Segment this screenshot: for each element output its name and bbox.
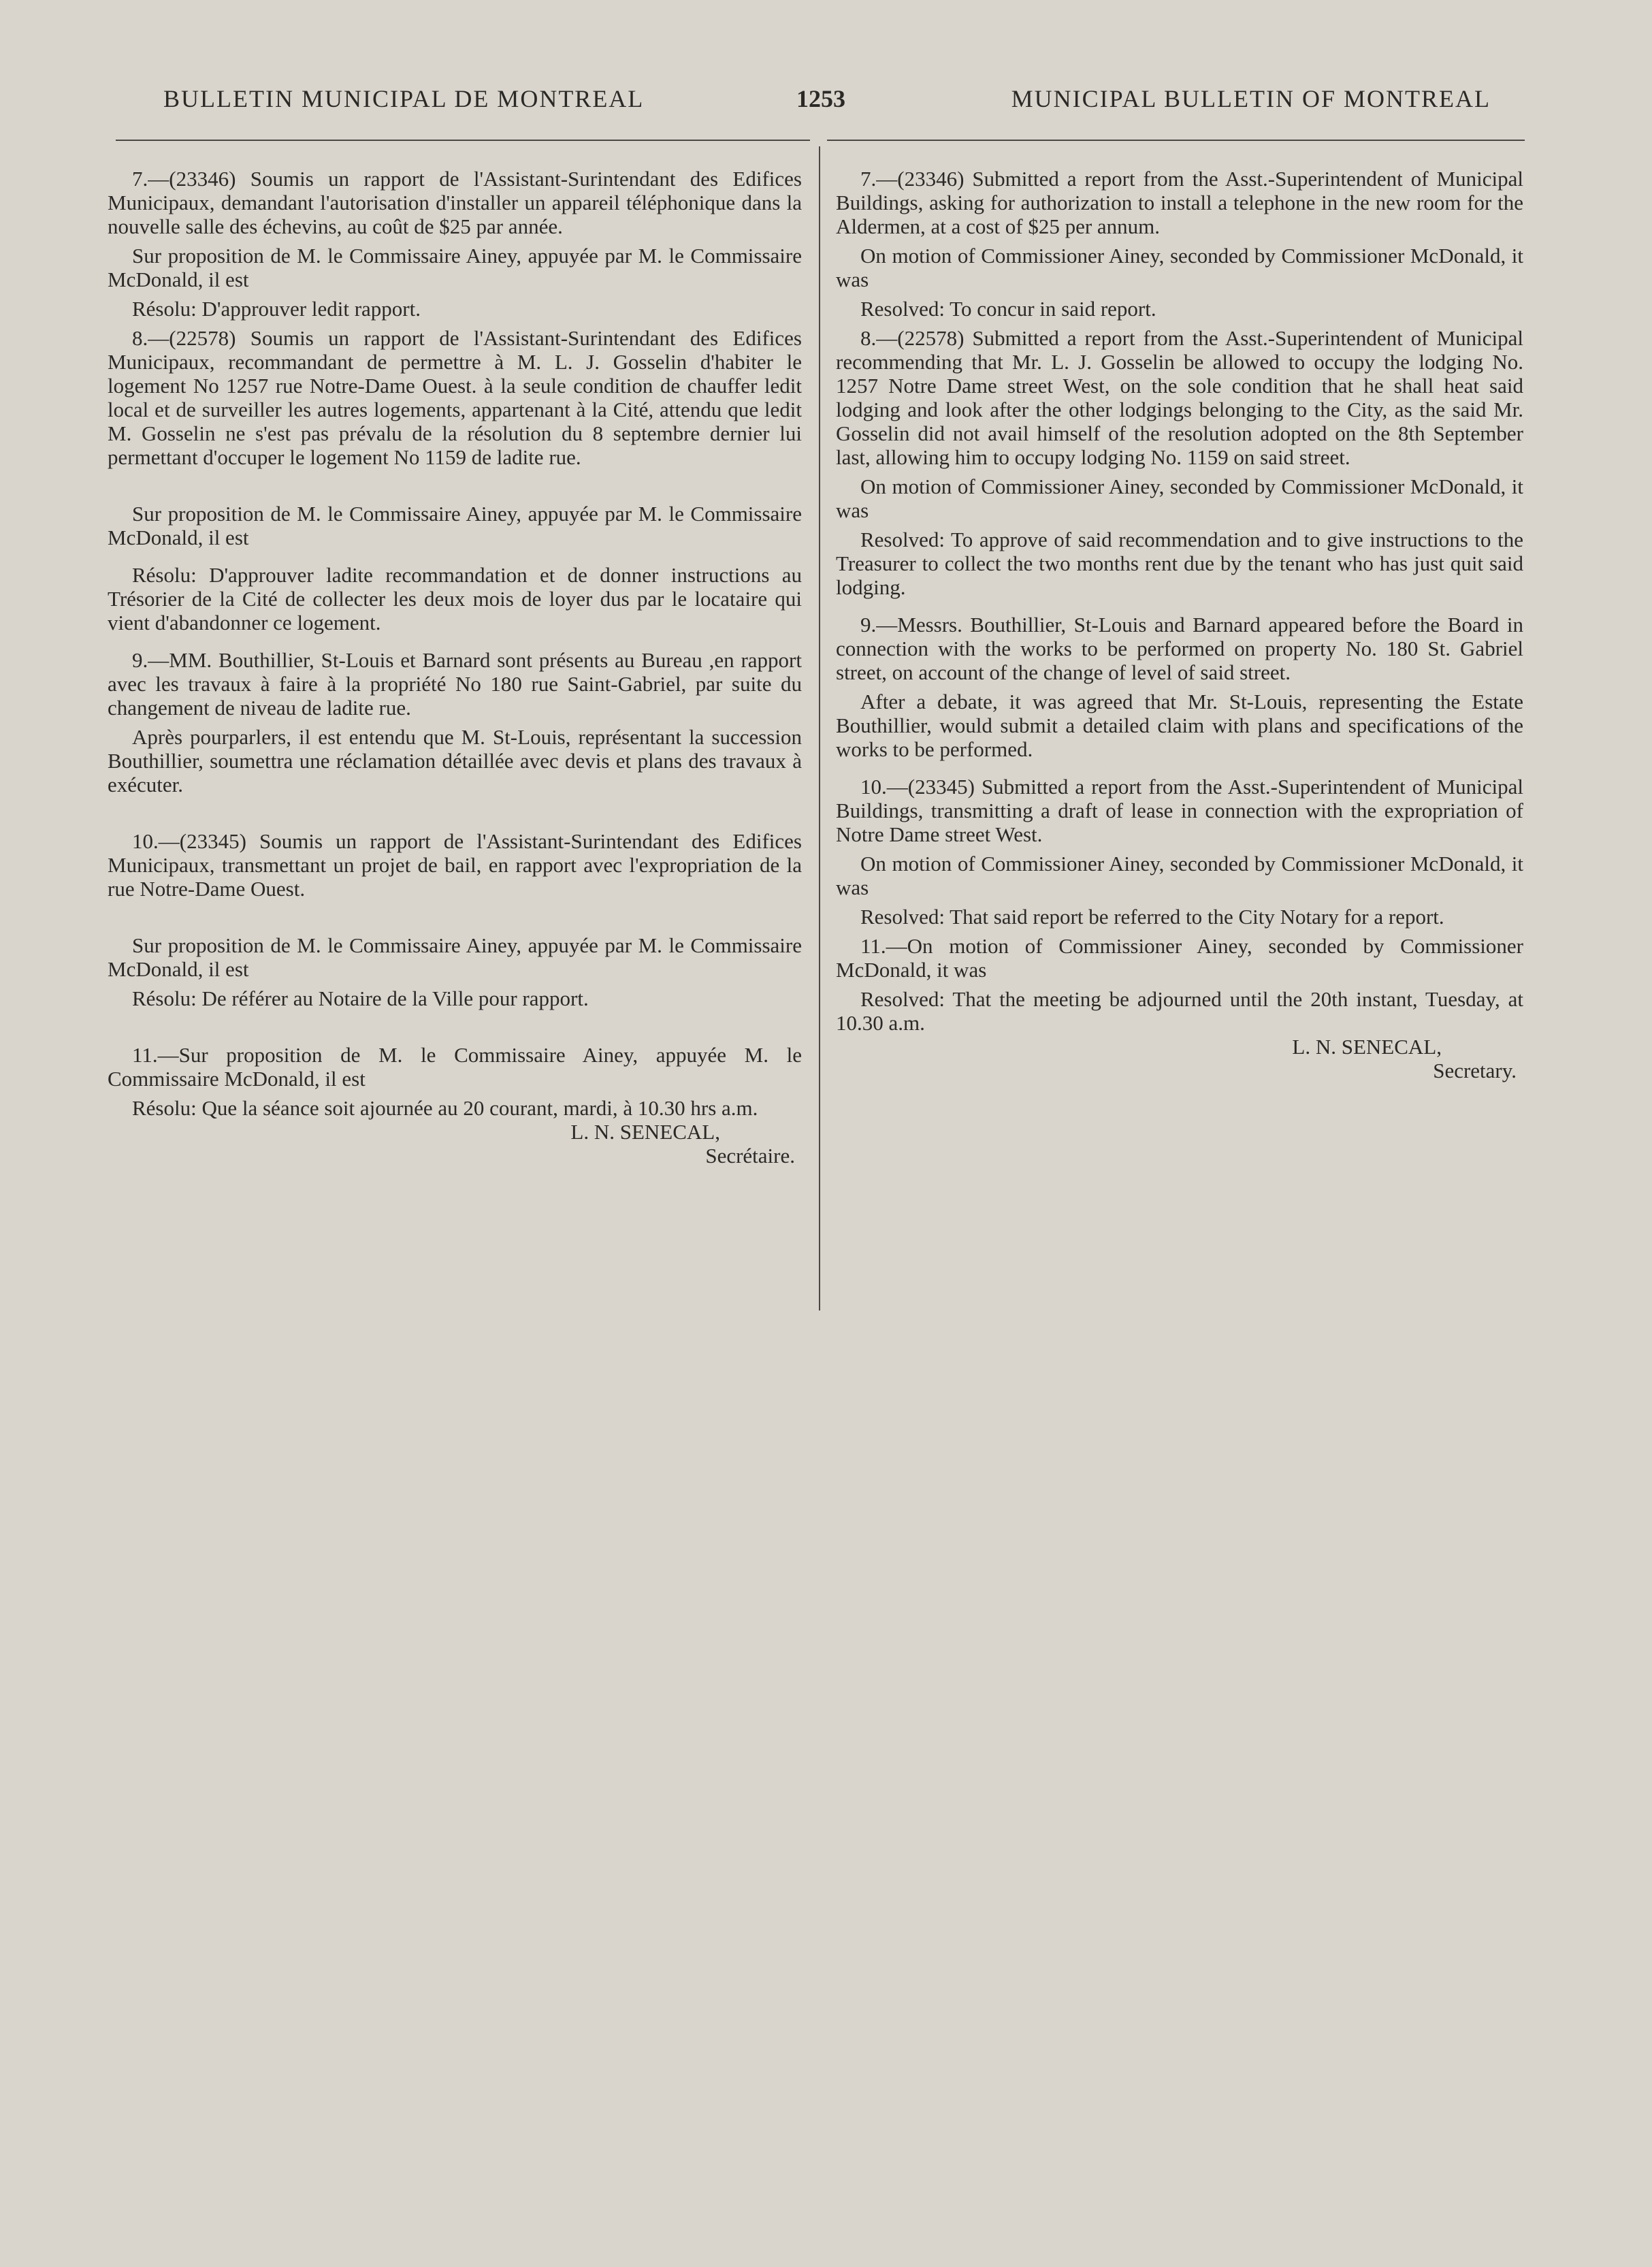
fr-item-11: 11.—Sur proposition de M. le Commissaire Ainey, appuyée M. le Commissaire McDonald, il est	[108, 1043, 802, 1091]
en-item-7: 7.—(23346) Submitted a report from the Asst.-Superintendent of Municipal Buildings, asking for authorization to install a telephone in the new room for the Aldermen, at a cost of $25 per annum.	[836, 167, 1523, 238]
page-header	[163, 84, 1491, 118]
header-rule-right	[827, 140, 1525, 141]
header-rule-left	[116, 140, 810, 141]
header-title-french: BULLETIN MUNICIPAL DE MONTREAL	[163, 85, 645, 112]
fr-resolution: Résolu: De référer au Notaire de la Ville pour rapport.	[132, 986, 589, 1010]
header-title-english: MUNICIPAL BULLETIN OF MONTREAL	[1011, 85, 1491, 112]
en-resolution: Resolved: To concur in said report.	[860, 297, 1156, 321]
en-item-9: 9.—Messrs. Bouthillier, St-Louis and Barnard appeared before the Board in connection with the works to be performed on property No. 180 St. Gabriel street, on account of the change of level of said street.	[836, 613, 1523, 684]
en-resolution: Resolved: To approve of said recommendation and to give instructions to the Treasurer to collect the two months rent due by the tenant who has just quit said lodging.	[836, 528, 1523, 599]
fr-item-8: 8.—(22578) Soumis un rapport de l'Assistant-Surintendant des Edifices Municipaux, recommandant de permettre à M. L. J. Gosselin d'habiter le logement No 1257 rue Notre-Dame Ouest. à la seule condition de chauffer ledit local et de surveiller les autres logements, appartenant à la Cité, attendu que ledit M. Gosselin ne s'est pas prévalu de la résolution du 8 septembre dernier lui permettant d'occuper le logement No 1159 de ladite rue.	[108, 326, 802, 469]
en-motion: On motion of Commissioner Ainey, seconded by Commissioner McDonald, it was	[836, 852, 1523, 899]
fr-item-7: 7.—(23346) Soumis un rapport de l'Assistant-Surintendant des Edifices Municipaux, demandant l'autorisation d'installer un appareil téléphonique dans la nouvelle salle des échevins, au coût de $25 par année.	[108, 167, 802, 238]
en-item-11: 11.—On motion of Commissioner Ainey, seconded by Commissioner McDonald, it was	[836, 934, 1523, 982]
page-number: 1253	[796, 85, 845, 112]
fr-item-10: 10.—(23345) Soumis un rapport de l'Assistant-Surintendant des Edifices Municipaux, transmettant un projet de bail, en rapport avec l'expropriation de la rue Notre-Dame Ouest.	[108, 829, 802, 901]
english-column	[836, 167, 1523, 1082]
en-resolution: Resolved: That said report be referred to the City Notary for a report.	[860, 905, 1444, 929]
en-motion: On motion of Commissioner Ainey, seconded by Commissioner McDonald, it was	[836, 475, 1523, 522]
en-paragraph: After a debate, it was agreed that Mr. St-Louis, representing the Estate Bouthillier, would submit a detailed claim with plans and specifications of the works to be performed.	[836, 690, 1523, 761]
en-signature-title: Secretary.	[1433, 1059, 1517, 1082]
fr-motion: Sur proposition de M. le Commissaire Ainey, appuyée par M. le Commissaire McDonald, il est	[108, 244, 802, 291]
fr-motion: Sur proposition de M. le Commissaire Ainey, appuyée par M. le Commissaire McDonald, il est	[108, 933, 802, 981]
fr-motion: Sur proposition de M. le Commissaire Ainey, appuyée par M. le Commissaire McDonald, il est	[108, 502, 802, 549]
en-resolution: Resolved: That the meeting be adjourned until the 20th instant, Tuesday, at 10.30 a.m.	[836, 987, 1523, 1035]
fr-item-9: 9.—MM. Bouthillier, St-Louis et Barnard sont présents au Bureau ,en rapport avec les travaux à faire à la propriété No 180 rue Saint-Gabriel, par suite du changement de niveau de ladite rue.	[108, 648, 802, 720]
en-motion: On motion of Commissioner Ainey, seconded by Commissioner McDonald, it was	[836, 244, 1523, 291]
en-item-10: 10.—(23345) Submitted a report from the Asst.-Superintendent of Municipal Buildings, transmitting a draft of lease in connection with the expropriation of Notre Dame street West.	[836, 775, 1523, 846]
fr-signature-title: Secrétaire.	[705, 1144, 795, 1168]
fr-resolution: Résolu: Que la séance soit ajournée au 20 courant, mardi, à 10.30 hrs a.m.	[132, 1096, 758, 1120]
fr-resolution: Résolu: D'approuver ledit rapport.	[132, 297, 421, 321]
en-item-8: 8.—(22578) Submitted a report from the Asst.-Superintendent of Municipal recommending that Mr. L. J. Gosselin be allowed to occupy the lodging No. 1257 Notre Dame street West, on the sole condition that he shall heat said lodging and look after the other lodgings belonging to the City, as the said Mr. Gosselin did not avail himself of the resolution adopted on the 8th September last, allowing him to occupy lodging No. 1159 on said street.	[836, 326, 1523, 469]
fr-signature-name: L. N. SENECAL,	[570, 1120, 720, 1144]
fr-resolution: Résolu: D'approuver ladite recommandation et de donner instructions au Trésorier de la Cité de collecter les deux mois de loyer dus par le locataire qui vient d'abandonner ce logement.	[108, 563, 802, 634]
french-column	[108, 167, 802, 1168]
fr-paragraph: Après pourparlers, il est entendu que M. St-Louis, représentant la succession Bouthillier, soumettra une réclamation détaillée avec devis et plans des travaux à exécuter.	[108, 725, 802, 797]
en-signature-name: L. N. SENECAL,	[1292, 1035, 1442, 1059]
column-divider	[819, 146, 820, 1311]
